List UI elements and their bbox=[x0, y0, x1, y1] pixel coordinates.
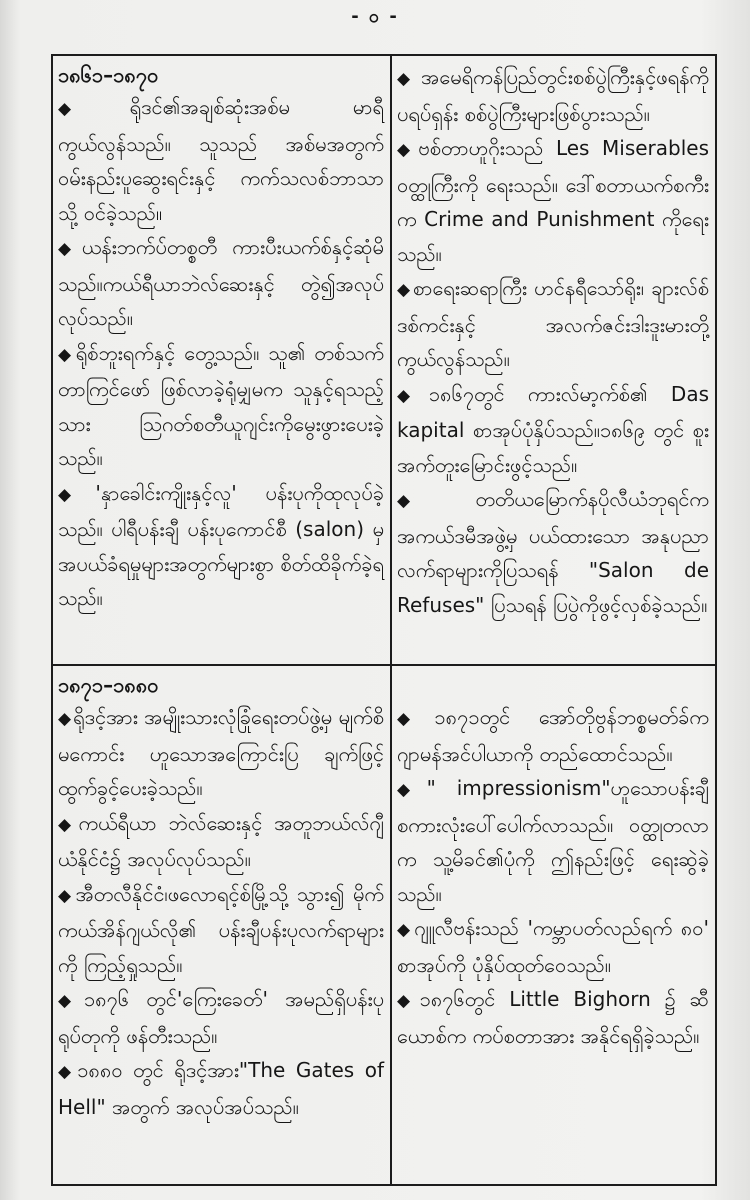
period-heading: ၁၈၇၁–၁၈၈၀ bbox=[58, 673, 159, 697]
list-item: ◆ အမေရိကန်ပြည်တွင်းစစ်ပွဲကြီးနှင့်ဖရန်ကိုပရပ်ရှန်း စစ်ပွဲကြီးများဖြစ်ပွားသည်။ bbox=[397, 65, 709, 126]
diamond-bullet-icon: ◆ bbox=[397, 709, 433, 729]
diamond-bullet-icon: ◆ bbox=[58, 344, 74, 365]
list-item: ◆ ၁၈၇၆တွင် Little Bighorn ၌ ဆီယောစ်က ကပ်စတာအား အနိုင်ရရှိခဲ့သည်။ bbox=[397, 987, 709, 1048]
list-item: ◆ ယန်းဘက်ပ်တစ္စတီ ကားပီးယက်စ်နှင့်ဆုံမိသည်။ကယ်ရီယာဘဲလ်ဆေးနှင့် တွဲ၍အလုပ်လုပ်သည်။ bbox=[58, 235, 384, 330]
diamond-bullet-icon: ◆ bbox=[58, 814, 77, 835]
list-item: ◆ ရိုဒင့်အား အမျိုးသားလုံခြုံရေးတပ်ဖွဲ့မှ မျက်စိမကောင်း ဟူသောအကြောင်းပြ ချက်ဖြင့်ထွက်ခွင့်ပေးခဲ့သည်။ bbox=[58, 705, 385, 800]
left-cell bbox=[52, 55, 391, 665]
list-item: ◆ တတိယမြောက်နပိုလီယံဘုရင်က အကယ်ဒမီအဖွဲ့မှ ပယ်ထားသော အနုပညာလက်ရာများကိုပြသရန် "Salon de Refuses" ပြသရန် ပြပွဲကိုဖွင့်လှစ်ခဲ့သည်။ bbox=[397, 487, 709, 617]
list-item: ◆ 'နှာခေါင်းကျိုးနှင့်လူ' ပန်းပုကိုထုလုပ်ခဲ့သည်။ ပါရီပန်းချီ ပန်းပုကောင်စီ (salon) မှအပယ်ခံရမှုများအတွက်များစွာ စိတ်ထိခိုက်ခဲ့ရသည်။ bbox=[58, 480, 385, 610]
diamond-bullet-icon: ◆ bbox=[58, 99, 128, 119]
diamond-bullet-icon: ◆ bbox=[397, 920, 413, 940]
right-cell bbox=[391, 55, 716, 665]
list-item: ◆ ကယ်ရီယာ ဘဲလ်ဆေးနှင့် အတူဘယ်လ်ဂျီယံနိုင်ငံ၌ အလုပ်လုပ်သည်။ bbox=[58, 810, 385, 871]
diamond-bullet-icon: ◆ bbox=[397, 991, 418, 1011]
diamond-bullet-icon: ◆ bbox=[58, 239, 80, 259]
timeline-table bbox=[51, 54, 717, 1186]
diamond-bullet-icon: ◆ bbox=[397, 69, 420, 89]
list-item: ◆ ၁၈၇၁တွင် အော်တိုဗွန်ဘစ္စမတ်ခ်က ဂျာမန်အင်ပါယာကို တည်ထောင်သည်။ bbox=[397, 705, 709, 766]
diamond-bullet-icon: ◆ bbox=[397, 140, 417, 160]
diamond-bullet-icon: ◆ bbox=[397, 280, 411, 300]
page-number: - ၀ - bbox=[351, 6, 399, 27]
table-row bbox=[52, 665, 716, 1185]
diamond-bullet-icon: ◆ bbox=[397, 491, 474, 511]
list-item: ◆ ဗစ်တာဟူဂိုးသည် Les Miserables ဝတ္ထုကြီးကို ရေးသည်။ ဒေါ်စတာယက်စကီးက Crime and Punishment ကိုရေးသည်။ bbox=[397, 136, 710, 266]
list-item: ◆ အီတလီနိုင်ငံ၊ဖလောရင့်စ်မြို့သို့ သွား၍ မိုက်ကယ်အိန်ဂျယ်လို၏ ပန်းချီပန်းပုလက်ရာများကို ကြည့်ရှုသည်။ bbox=[58, 881, 385, 977]
list-item: ◆ ၁၈၈၀ တွင် ရိုဒင့်အား"The Gates of Hell" အတွက် အလုပ်အပ်သည်။ bbox=[58, 1058, 385, 1119]
list-item: ◆ " impressionism"ဟူသောပန်းချီစကားလုံးပေါ်ပေါက်လာသည်။ ဝတ္ထုတလာက သူ့မိခင်၏ပုံကို ဤနည်းဖြင့် ရေးဆွဲခဲ့သည်။ bbox=[397, 776, 709, 906]
diamond-bullet-icon: ◆ bbox=[397, 780, 425, 800]
diamond-bullet-icon: ◆ bbox=[58, 885, 74, 906]
diamond-bullet-icon: ◆ bbox=[58, 484, 94, 505]
list-item: ◆ ၁၈၇၆ တွင်'ကြေးခေတ်' အမည်ရှိပန်းပုရုပ်တုကို ဖန်တီးသည်။ bbox=[58, 987, 385, 1048]
list-item: ◆ ရိုဒင်၏အချစ်ဆုံးအစ်မ မာရီ ကွယ်လွန်သည်။ သူသည် အစ်မအတွက် ဝမ်းနည်းပူဆွေးရင်းနှင့် ကက်သလစ်ဘာသာသို့ ဝင်ခဲ့သည်။ bbox=[58, 95, 384, 225]
left-cell bbox=[52, 665, 391, 1185]
diamond-bullet-icon: ◆ bbox=[58, 1062, 76, 1082]
list-item: ◆ ရိုစ်ဘူးရက်နှင့် တွေ့သည်။ သူ၏ တစ်သက်တာကြင်ဖော် ဖြစ်လာခဲ့ရုံမျှမက သူနှင့်ရသည့်သား ဩဂတ်စတီယူဂျင်းကိုမွေးဖွားပေးခဲ့သည်။ bbox=[58, 340, 384, 470]
right-cell bbox=[391, 665, 716, 1185]
diamond-bullet-icon: ◆ bbox=[58, 991, 82, 1011]
period-heading: ၁၈၆၁–၁၈၇၀ bbox=[58, 63, 159, 87]
diamond-bullet-icon: ◆ bbox=[397, 385, 427, 406]
list-item: ◆ ဂျူလီဗန်းသည် 'ကမ္ဘာပတ်လည်ရက် ၈၀' စာအုပ်ကို ပုံနှိပ်ထုတ်ဝေသည်။ bbox=[397, 916, 709, 977]
list-item: ◆ ၁၈၆၇တွင် ကားလ်မာ့က်စ်၏ Das kapital စာအုပ်ပုံနှိပ်သည်။၁၈၆၉ တွင် စူးအက်တူးမြောင်းဖွင့်သည်။ bbox=[397, 381, 709, 477]
table-row bbox=[52, 55, 716, 665]
list-item: ◆ စာရေးဆရာကြီး ဟင်နရီသော်ရိုး၊ ချားလ်စ်ဒစ်ကင်းနှင့် အလက်ဇင်းဒါးဒူးမားတို့ ကွယ်လွန်သည်။ bbox=[397, 276, 709, 371]
diamond-bullet-icon: ◆ bbox=[58, 709, 72, 729]
